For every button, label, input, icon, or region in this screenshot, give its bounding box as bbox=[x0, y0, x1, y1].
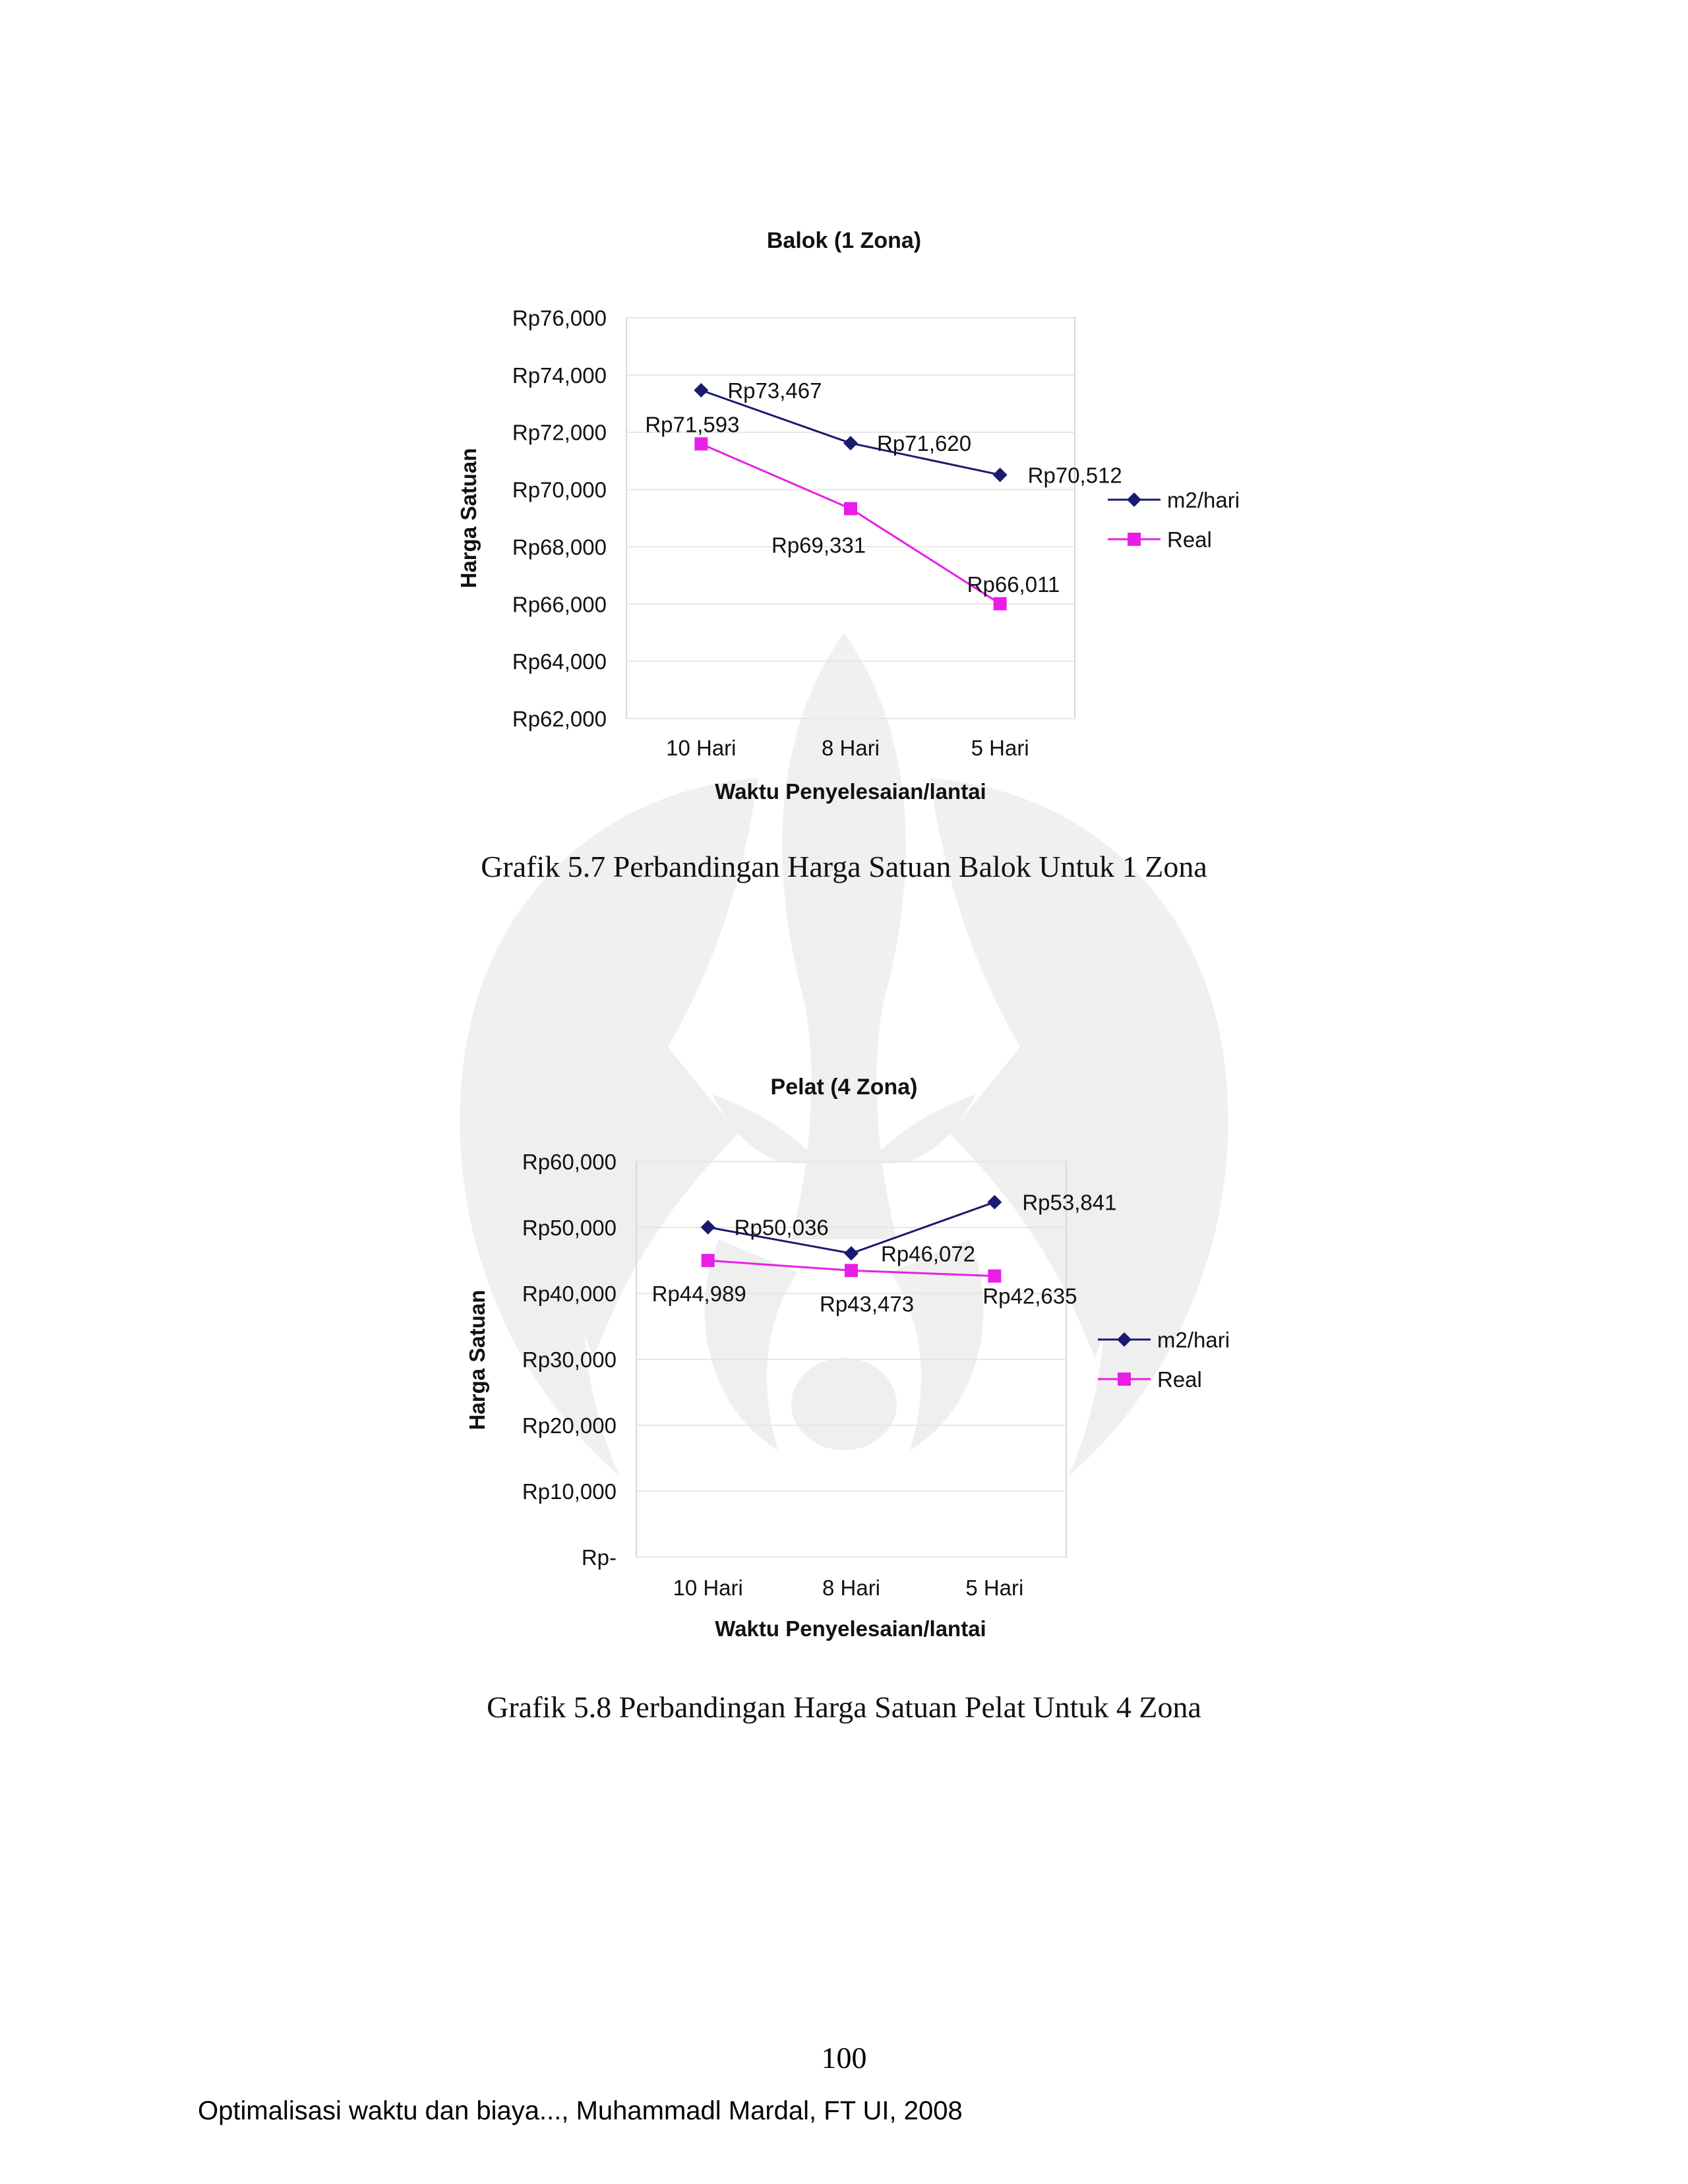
y-tick-label: Rp64,000 bbox=[512, 649, 607, 674]
y-tick-label: Rp62,000 bbox=[512, 707, 607, 731]
y-tick-label: Rp70,000 bbox=[512, 477, 607, 502]
data-label: Rp50,036 bbox=[734, 1215, 829, 1240]
legend-marker bbox=[1127, 492, 1141, 507]
page-number: 100 bbox=[821, 2041, 867, 2075]
x-axis-label: Waktu Penyelesaian/lantai bbox=[715, 779, 986, 804]
data-point-diamond bbox=[701, 1220, 715, 1235]
legend-label: Real bbox=[1157, 1367, 1202, 1392]
y-tick-label: Rp72,000 bbox=[512, 420, 607, 445]
figure-caption-5-7: Grafik 5.7 Perbandingan Harga Satuan Balok Untuk 1 Zona bbox=[481, 850, 1207, 883]
page-footer: Optimalisasi waktu dan biaya..., Muhammadl Mardal, FT UI, 2008 bbox=[198, 2096, 963, 2125]
data-point-square bbox=[844, 502, 857, 516]
data-point-square bbox=[845, 1264, 858, 1277]
y-tick-label: Rp66,000 bbox=[512, 592, 607, 617]
data-label: Rp66,011 bbox=[967, 572, 1060, 597]
plot-area bbox=[626, 318, 1075, 719]
data-point-square bbox=[994, 597, 1007, 610]
x-tick-label: 10 Hari bbox=[666, 736, 737, 760]
series-line-1 bbox=[701, 444, 1000, 603]
legend-marker bbox=[1117, 1332, 1131, 1347]
x-tick-label: 8 Hari bbox=[822, 1576, 881, 1600]
y-tick-label: Rp20,000 bbox=[522, 1413, 617, 1438]
data-label: Rp70,512 bbox=[1027, 463, 1122, 488]
data-point-diamond bbox=[694, 383, 708, 398]
data-label: Rp73,467 bbox=[727, 378, 822, 403]
figure-caption-5-8: Grafik 5.8 Perbandingan Harga Satuan Pelat Untuk 4 Zona bbox=[487, 1690, 1201, 1724]
data-point-diamond bbox=[993, 467, 1008, 482]
x-tick-label: 8 Hari bbox=[821, 736, 880, 760]
data-point-diamond bbox=[844, 1246, 859, 1260]
x-axis-label: Waktu Penyelesaian/lantai bbox=[715, 1616, 986, 1641]
data-label: Rp42,635 bbox=[982, 1284, 1077, 1309]
data-point-diamond bbox=[843, 436, 858, 450]
data-point-diamond bbox=[987, 1195, 1002, 1210]
y-tick-label: Rp68,000 bbox=[512, 535, 607, 560]
chart-title: Pelat (4 Zona) bbox=[770, 1075, 918, 1100]
data-point-square bbox=[702, 1254, 715, 1267]
y-axis-label: Harga Satuan bbox=[465, 1289, 489, 1431]
legend-label: Real bbox=[1167, 527, 1212, 552]
data-label: Rp53,841 bbox=[1022, 1190, 1117, 1215]
y-tick-label: Rp40,000 bbox=[522, 1282, 617, 1306]
chart-title: Balok (1 Zona) bbox=[766, 228, 922, 253]
y-tick-label: Rp60,000 bbox=[522, 1150, 617, 1174]
chart-balok-1-zona bbox=[0, 0, 1688, 877]
legend-label: m2/hari bbox=[1167, 488, 1240, 512]
data-label: Rp43,473 bbox=[820, 1291, 915, 1316]
y-tick-label: Rp- bbox=[581, 1545, 617, 1570]
y-axis-label: Harga Satuan bbox=[456, 448, 481, 589]
data-point-square bbox=[694, 437, 708, 450]
legend-marker bbox=[1118, 1372, 1131, 1386]
data-label: Rp71,593 bbox=[645, 412, 740, 437]
legend-label: m2/hari bbox=[1157, 1328, 1230, 1352]
y-tick-label: Rp30,000 bbox=[522, 1347, 617, 1372]
data-label: Rp44,989 bbox=[651, 1282, 746, 1307]
x-tick-label: 5 Hari bbox=[965, 1576, 1024, 1600]
data-point-square bbox=[988, 1270, 1001, 1283]
x-tick-label: 10 Hari bbox=[673, 1576, 743, 1600]
x-tick-label: 5 Hari bbox=[971, 736, 1029, 760]
data-label: Rp46,072 bbox=[881, 1241, 976, 1266]
data-label: Rp71,620 bbox=[877, 431, 972, 456]
y-tick-label: Rp10,000 bbox=[522, 1479, 617, 1504]
y-tick-label: Rp76,000 bbox=[512, 306, 607, 330]
chart-pelat-4-zona bbox=[0, 877, 1688, 1707]
y-tick-label: Rp74,000 bbox=[512, 363, 607, 388]
legend-marker bbox=[1128, 533, 1141, 546]
data-label: Rp69,331 bbox=[771, 533, 866, 558]
y-tick-label: Rp50,000 bbox=[522, 1216, 617, 1240]
